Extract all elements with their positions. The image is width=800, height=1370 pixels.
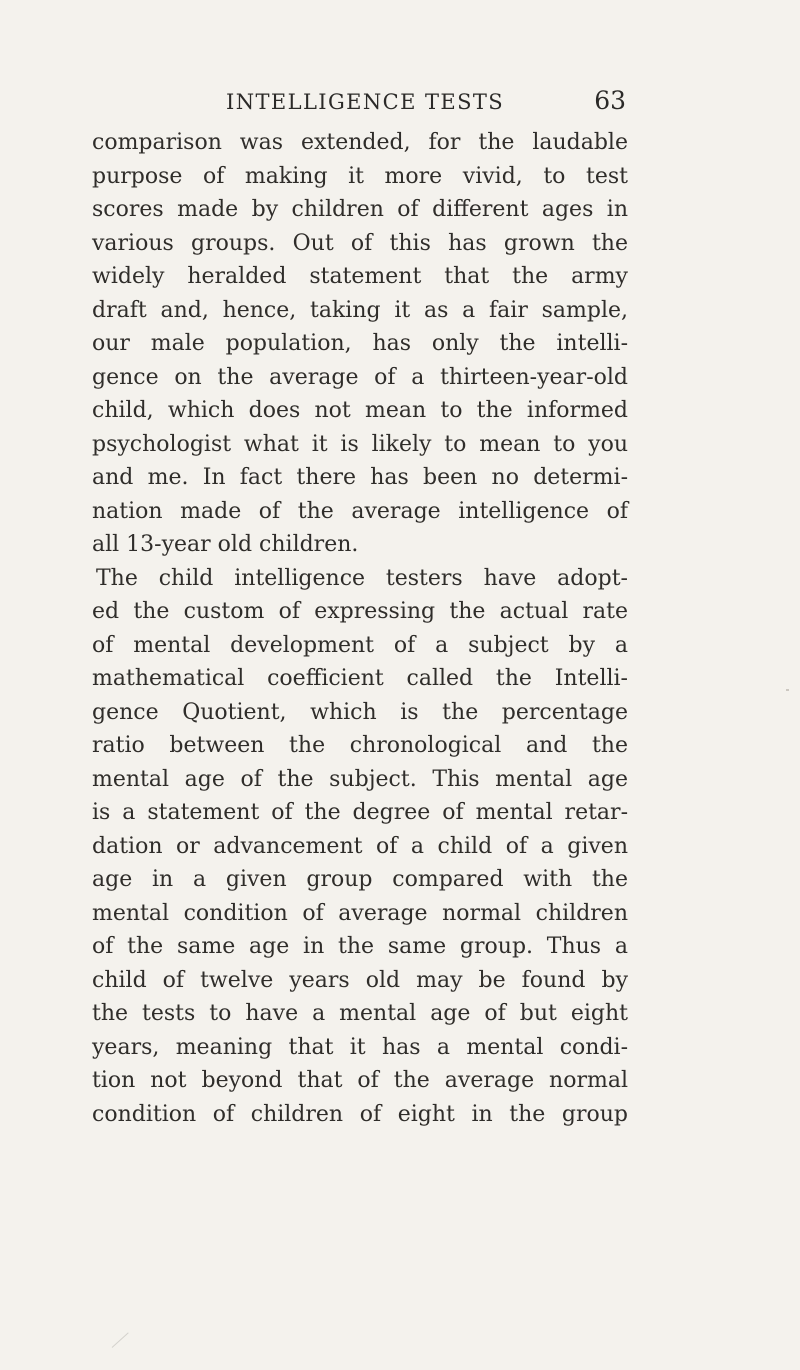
text-line: gence Quotient, which is the percentage <box>92 699 628 725</box>
text-line: is a statement of the degree of mental retar- <box>92 800 628 825</box>
text-line: ratio between the chronological and the <box>92 733 628 758</box>
page-crease <box>112 1332 129 1347</box>
text-line: widely heralded statement that the army <box>92 264 628 289</box>
text-line: comparison was extended, for the laudable <box>92 130 628 155</box>
text-line: ed the custom of expressing the actual rate <box>92 599 628 624</box>
text-line: various groups. Out of this has grown the <box>92 230 628 256</box>
text-line: child of twelve years old may be found by <box>92 967 628 993</box>
body-text <box>92 126 628 1131</box>
paragraph-end-line: all 13-year old children. <box>92 532 359 557</box>
text-line: age in a given group compared with the <box>92 867 628 892</box>
text-line: mental age of the subject. This mental age <box>92 766 628 792</box>
text-line: years, meaning that it has a mental condi- <box>92 1034 628 1060</box>
text-line: draft and, hence, taking it as a fair sample, <box>92 297 628 323</box>
page-speck <box>786 689 789 691</box>
text-line: of mental development of a subject by a <box>92 632 628 658</box>
paragraph-start-line: The child intelligence testers have adopt- <box>96 565 628 591</box>
running-title: INTELLIGENCE TESTS <box>226 90 505 114</box>
text-line: tion not beyond that of the average normal <box>92 1068 628 1093</box>
text-line: our male population, has only the intelli- <box>92 331 628 356</box>
text-line: child, which does not mean to the informed <box>92 398 628 423</box>
text-line: scores made by children of different ages in <box>92 197 628 222</box>
text-line: condition of children of eight in the group <box>92 1101 628 1127</box>
text-line: purpose of making it more vivid, to test <box>92 163 628 189</box>
running-head <box>92 86 626 120</box>
text-line: dation or advancement of a child of a given <box>92 833 628 859</box>
text-line: and me. In fact there has been no determi- <box>92 465 628 490</box>
page-number: 63 <box>594 86 626 115</box>
text-line: mathematical coefficient called the Intelli- <box>92 666 628 691</box>
text-line: gence on the average of a thirteen-year-old <box>92 364 628 390</box>
text-line: the tests to have a mental age of but eight <box>92 1001 628 1026</box>
text-line: nation made of the average intelligence of <box>92 498 628 524</box>
text-line: psychologist what it is likely to mean to you <box>92 431 628 457</box>
text-line: of the same age in the same group. Thus a <box>92 934 628 959</box>
text-line: mental condition of average normal children <box>92 900 628 926</box>
